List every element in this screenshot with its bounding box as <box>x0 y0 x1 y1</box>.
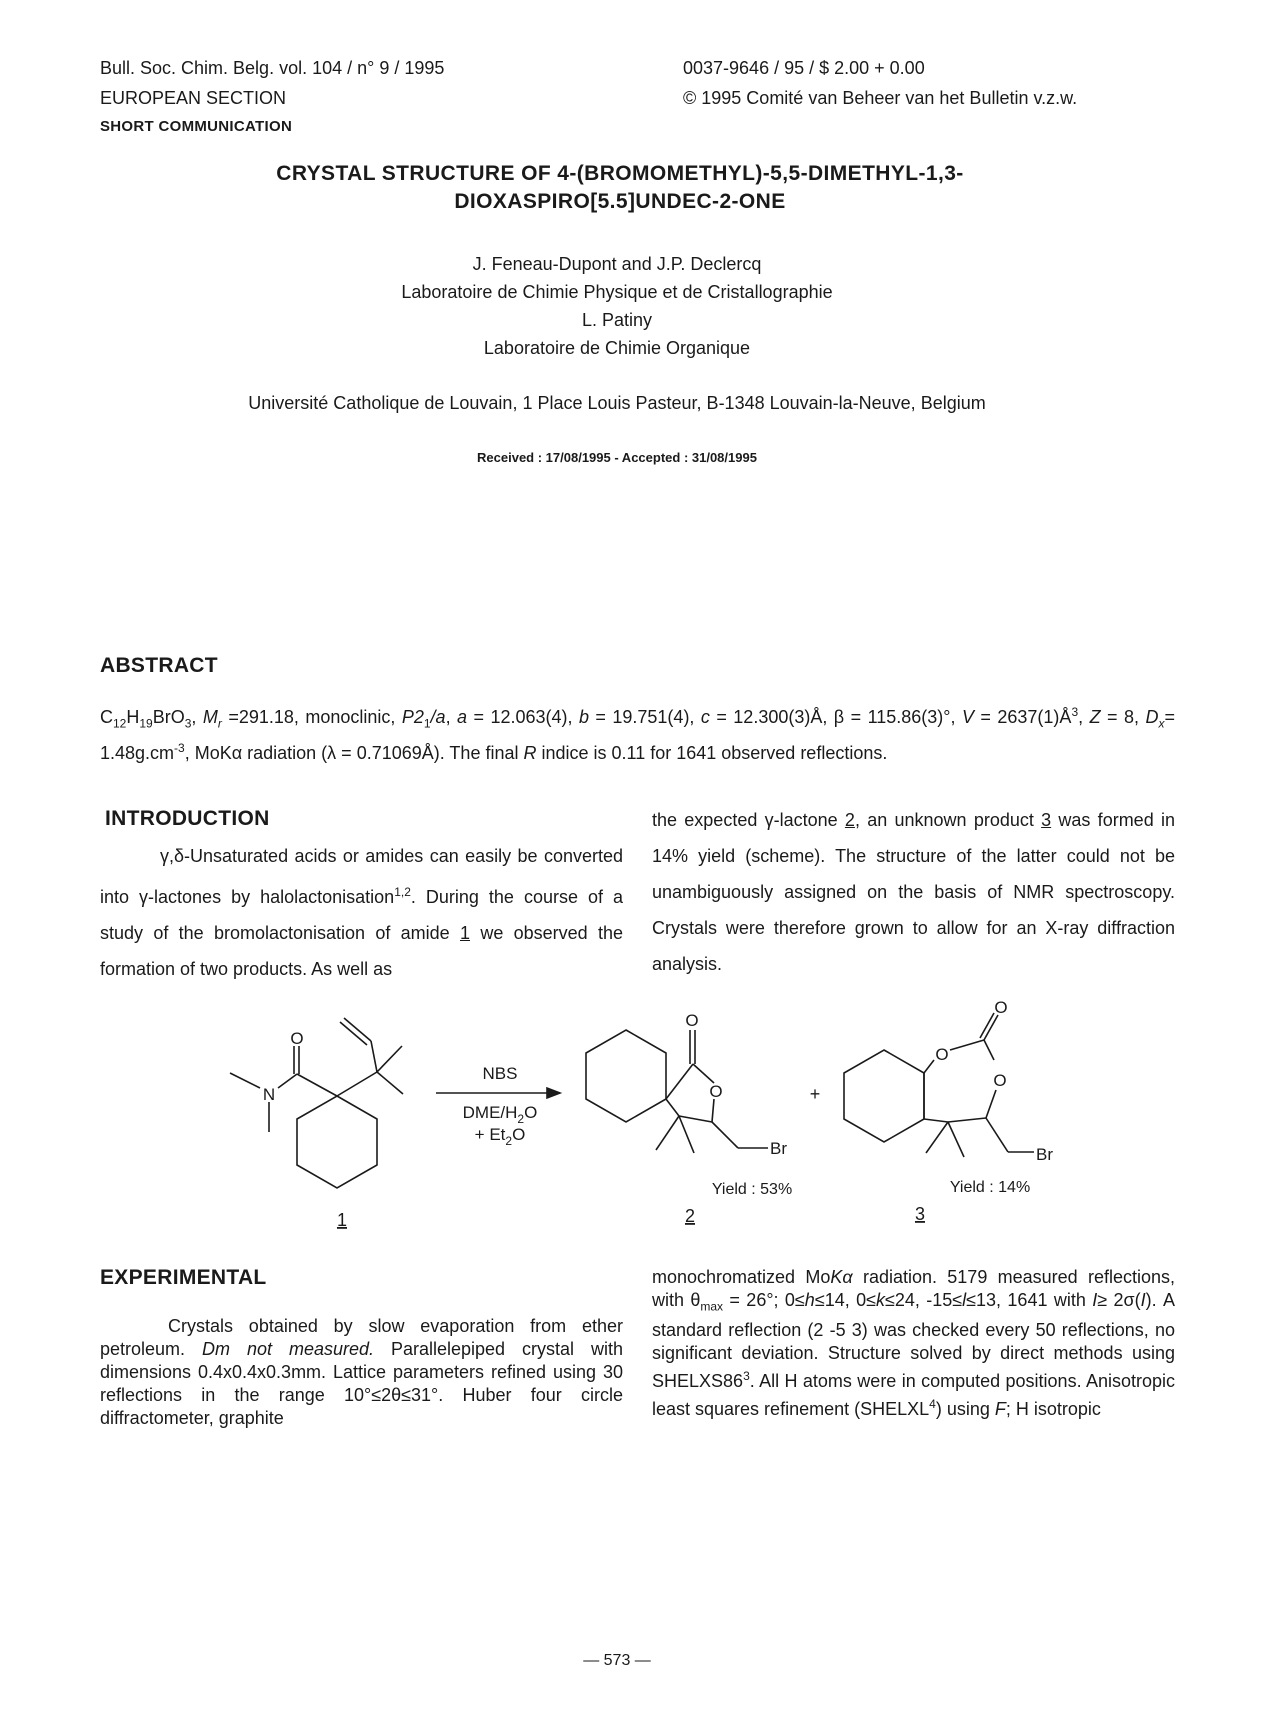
abstract-italic: b <box>578 707 589 727</box>
author-group-2: L. Patiny <box>581 310 653 330</box>
methyl-bond <box>377 1072 403 1094</box>
abstract-italic: V <box>961 707 974 727</box>
atom-label-n: N <box>262 1085 276 1104</box>
formula-sub: 12 <box>113 716 127 731</box>
bond <box>712 1099 714 1122</box>
compound-ref: 2 <box>844 810 855 830</box>
exp-italic: I <box>1140 1290 1146 1310</box>
atom-label-br: Br <box>770 1139 787 1158</box>
page-number: — 573 — <box>583 1652 651 1669</box>
bond <box>986 1090 996 1118</box>
bond <box>679 1116 712 1122</box>
formula-sub: 1 <box>423 716 431 731</box>
citation-superscript: 3 <box>743 1368 750 1383</box>
bond <box>278 1074 297 1088</box>
formula-sub: 3 <box>184 716 192 731</box>
formula-sub: 19 <box>139 716 153 731</box>
exp-italic: I <box>1092 1290 1098 1310</box>
exp-italic: k <box>875 1290 885 1310</box>
abstract-text <box>100 700 1175 765</box>
exp-text-segment: ≤14, 0≤ <box>814 1290 876 1310</box>
abstract-text-segment: , <box>1078 707 1090 727</box>
author-group-1: J. Feneau-Dupont and J.P. Declercq <box>472 254 762 274</box>
bond <box>950 1040 984 1050</box>
bond <box>666 1099 679 1116</box>
n-methyl-bond <box>230 1073 260 1088</box>
exp-text-segment: = 26°; 0≤ <box>723 1290 805 1310</box>
formula-h: H <box>126 707 140 727</box>
exp-italic: l <box>962 1290 967 1310</box>
exp-text-segment: ≤13, 1641 with <box>966 1290 1093 1310</box>
atom-label-o: O <box>290 1029 304 1048</box>
exp-text-segment: ≤24, -15≤ <box>884 1290 963 1310</box>
bond <box>924 1119 948 1122</box>
title-line-1: CRYSTAL STRUCTURE OF 4-(BROMOMETHYL)-5,5-DIMETHYL-1,3- <box>276 162 964 185</box>
formula-sup: -3 <box>174 740 185 755</box>
issn-code: 0037-9646 / 95 / $ 2.00 + 0.00 <box>683 58 925 78</box>
abstract-text-segment: indice is 0.11 for 1641 observed reflections. <box>536 742 888 763</box>
reagent-nbs: NBS <box>482 1064 518 1083</box>
compound-ref: 3 <box>1041 810 1052 830</box>
experimental-left-column <box>100 1315 623 1430</box>
atom-label-o: O <box>993 1071 1007 1090</box>
bond <box>337 1072 377 1096</box>
experimental-heading: EXPERIMENTAL <box>100 1266 267 1289</box>
exp-text-segment: Crystals obtained by slow evaporation from ether petroleum. <box>100 1316 623 1359</box>
exp-text-segment: ≥ 2σ( <box>1097 1290 1141 1310</box>
introduction-heading: INTRODUCTION <box>105 807 270 830</box>
exp-text-segment: radiation. 5179 measured reflections, with θ <box>652 1267 1175 1310</box>
cyclohexane-ring <box>297 1096 377 1188</box>
citation-superscript: 4 <box>929 1396 936 1411</box>
abstract-italic: x <box>1158 716 1165 731</box>
abstract-italic: a <box>457 707 468 727</box>
bond <box>712 1122 738 1148</box>
bond <box>297 1074 337 1096</box>
exp-text-segment: . All H atoms were in computed positions. Anisotropic least squares refinement (SHELXL <box>652 1370 1175 1419</box>
compound-ref: 1 <box>460 923 471 943</box>
formula-bro: BrO <box>152 707 185 727</box>
bond <box>986 1118 1008 1152</box>
cyclohexane-ring <box>586 1030 666 1122</box>
article-title <box>150 160 1090 216</box>
abstract-text-segment: = 1.48g.cm <box>100 707 1175 763</box>
reagent-text: O <box>512 1125 526 1144</box>
affiliation-lab-1: Laboratoire de Chimie Physique et de Cristallographie <box>401 282 833 302</box>
formula-sup: 3 <box>1071 705 1079 719</box>
exp-italic: h <box>804 1290 815 1310</box>
reagent-subscript: 2 <box>505 1134 513 1148</box>
received-dates: Received : 17/08/1995 - Accepted : 31/08/1995 <box>477 450 757 465</box>
methyl-bond <box>377 1046 402 1072</box>
exp-text-segment: ) using <box>935 1398 995 1419</box>
reagent-ether <box>475 1125 526 1148</box>
intro-text-segment: the expected γ-lactone <box>652 810 845 830</box>
experimental-right-column <box>652 1266 1175 1421</box>
abstract-text-segment: , MoKα radiation (λ = 0.71069Å). The final <box>184 742 524 763</box>
abstract-text-segment: = 12.300(3)Å, β = 115.86(3)°, <box>709 707 962 727</box>
compound-1-structure <box>230 1018 403 1188</box>
abstract-italic: M <box>202 707 218 727</box>
intro-text-segment: was formed in 14% yield (scheme). The structure of the latter could not be unambiguously assigned on the basis of NMR spectroscopy. Crystals were therefore grown to allow for an X-ray diffraction analysis. <box>652 810 1175 974</box>
compound-label-1: 1 <box>336 1210 348 1230</box>
abstract-text-segment: = 12.063(4), <box>467 707 579 727</box>
abstract-text-segment: = 19.751(4), <box>588 707 701 727</box>
abstract-italic: D <box>1145 707 1159 727</box>
abstract-italic: /a <box>430 707 446 727</box>
compound-label-2: 2 <box>684 1206 696 1226</box>
cyclohexane-ring <box>844 1050 924 1142</box>
abstract-italic: r <box>217 716 222 731</box>
abstract-text-segment: = 8, <box>1100 707 1146 727</box>
exp-subscript: max <box>700 1299 724 1314</box>
compound-label-3: 3 <box>914 1204 926 1224</box>
abstract-text-segment: =291.18, monoclinic, <box>221 707 402 727</box>
abstract-italic: R <box>523 742 537 763</box>
compound-2-structure <box>586 1030 768 1153</box>
intro-text-segment: we observed the formation of two products. As well as <box>100 923 623 979</box>
bond <box>924 1060 934 1073</box>
reagent-text: DME/H <box>462 1103 518 1122</box>
plus-sign: + <box>809 1084 821 1104</box>
exp-text-segment: ). A standard reflection (2 -5 3) was checked every 50 reflections, no significant deviation. Structure solved by direct methods using SHELXS86 <box>652 1290 1175 1391</box>
exp-italic: Kα <box>830 1267 853 1287</box>
methyl-bond <box>679 1116 694 1153</box>
introduction-left-column <box>100 838 623 987</box>
abstract-italic: c <box>700 707 710 727</box>
university-address: Université Catholique de Louvain, 1 Place Louis Pasteur, B-1348 Louvain-la-Neuve, Belgium <box>248 393 986 413</box>
yield-compound-3: Yield : 14% <box>949 1179 1031 1196</box>
atom-label-o: O <box>994 998 1008 1017</box>
exp-text-segment: ; H isotropic <box>1005 1398 1101 1419</box>
atom-label-br: Br <box>1036 1145 1053 1164</box>
intro-text-segment: . During the course of a study of the bromolactonisation of amide <box>100 887 623 943</box>
intro-text-segment: , an unknown product <box>854 810 1042 830</box>
atom-label-o: O <box>685 1011 699 1030</box>
arrow-head <box>547 1088 560 1098</box>
abstract-italic: P2 <box>401 707 424 727</box>
exp-italic: Dm not measured. <box>202 1339 375 1359</box>
abstract-italic: Z <box>1089 707 1101 727</box>
methyl-bond <box>656 1116 679 1150</box>
affiliation-lab-2: Laboratoire de Chimie Organique <box>483 338 751 358</box>
atom-label-o: O <box>935 1045 949 1064</box>
citation-superscript: 1,2 <box>394 885 411 899</box>
bond <box>666 1064 693 1099</box>
exp-italic: F <box>994 1398 1006 1419</box>
yield-compound-2: Yield : 53% <box>711 1181 793 1198</box>
methyl-bond <box>926 1122 948 1153</box>
abstract-text-segment: = 2637(1)Å <box>973 707 1072 727</box>
bond <box>371 1041 377 1072</box>
reagent-solvent <box>463 1103 538 1126</box>
bond <box>984 1040 994 1060</box>
abstract-text-segment: , <box>445 707 458 727</box>
methyl-bond <box>948 1122 964 1157</box>
intro-text-segment: γ,δ-Unsaturated acids or amides can easily be converted into γ-lactones by halolactonisation <box>100 846 623 907</box>
bond <box>693 1064 714 1083</box>
introduction-right-column <box>652 802 1175 982</box>
reaction-scheme <box>0 990 1275 1240</box>
title-line-2: DIOXASPIRO[5.5]UNDEC-2-ONE <box>454 190 786 213</box>
atom-label-o: O <box>709 1082 723 1101</box>
exp-text-segment: Parallelepiped crystal with dimensions 0.4x0.4x0.3mm. Lattice parameters refined using 30 reflections in the range 10°≤2θ≤31°. Huber four circle diffractometer, graphite <box>100 1339 624 1428</box>
journal-citation: Bull. Soc. Chim. Belg. vol. 104 / n° 9 / 1995 <box>100 58 445 78</box>
reagent-text: O <box>524 1103 538 1122</box>
exp-text-segment: monochromatized Mo <box>652 1267 831 1287</box>
reagent-text: + Et <box>474 1125 506 1144</box>
authors-block <box>0 250 1234 362</box>
abstract-heading: ABSTRACT <box>100 654 218 677</box>
formula-c: C <box>100 707 113 727</box>
abstract-text-segment: , <box>191 707 203 727</box>
reagent-subscript: 2 <box>517 1112 525 1126</box>
section-label: EUROPEAN SECTION <box>100 88 287 108</box>
copyright-notice: © 1995 Comité van Beheer van het Bulletin v.z.w. <box>683 88 1078 108</box>
bond <box>948 1118 986 1122</box>
article-type: SHORT COMMUNICATION <box>100 118 293 135</box>
